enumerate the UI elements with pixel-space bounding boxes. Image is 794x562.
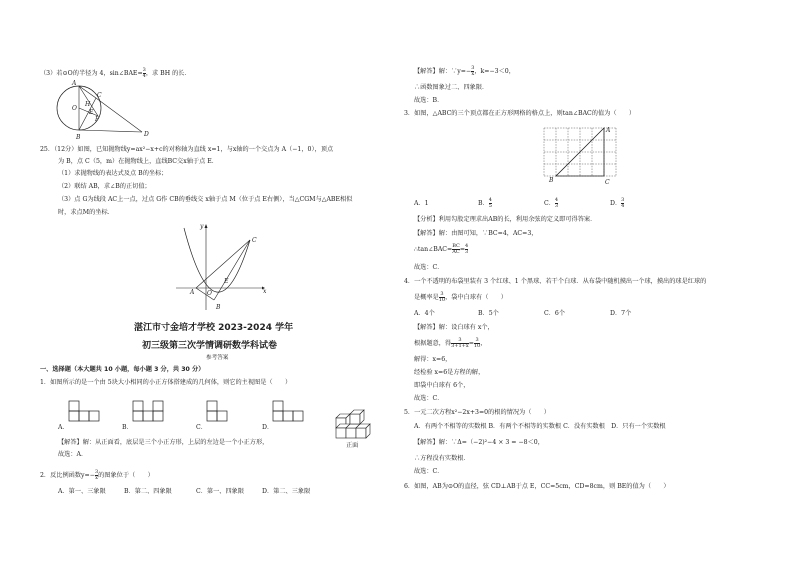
grid-label-b: B xyxy=(549,177,554,184)
q2-answer-line1: 【解答】解：∵y=− $\frac{3}{x}$ ，k=−3＜0， xyxy=(414,65,515,77)
q2-option-b: B．第二、四象限 xyxy=(124,488,172,495)
q1-figure-a xyxy=(68,398,104,430)
parabola-figure xyxy=(170,222,270,314)
parabola-label-o: O xyxy=(207,290,212,297)
q4-answer-line3: 解得：x=6， xyxy=(414,356,452,363)
q3-analysis: 【分析】利用勾股定理求出AB的长，利用余弦的定义即可得答案． xyxy=(414,216,597,223)
q3-text: 3．如图，△ABC的三个顶点都在正方形网格的格点上，则tan∠BAC的值为（ ） xyxy=(404,110,636,117)
q25-sub4: 时，求点M的坐标． xyxy=(58,209,114,216)
q3-answer-line3: 故选：C． xyxy=(414,264,444,271)
q1-answer-line1: 【解答】解：从正面看，底层是三个小正方形，上层的左边是一个小正方形， xyxy=(58,439,269,446)
q1-option-b: B． xyxy=(122,424,133,431)
q4-option-b: B．5个 xyxy=(478,310,499,317)
grid-label-c: C xyxy=(605,179,610,186)
q2-option-d: D．第二、三象限 xyxy=(262,488,311,495)
q4-line2: 是概率是 $\frac{3}{10}$ ，袋中白球有（ ） xyxy=(414,291,507,303)
q3-option-d: D． $\frac{3}{4}$ xyxy=(610,197,625,209)
q4-option-c: C．6个 xyxy=(544,310,566,317)
q3-option-a: A．1 xyxy=(414,200,429,207)
q1-solid-figure xyxy=(332,404,376,440)
q1-figure-c xyxy=(206,398,242,430)
parabola-label-a: A xyxy=(190,289,195,296)
q1-option-a: A． xyxy=(58,424,69,431)
circle-figure xyxy=(58,76,158,144)
q25-sub2: （2）联结 AB，求∠B的正切值； xyxy=(58,183,151,190)
q5-answer-line2: ∴方程没有实数根． xyxy=(414,455,470,462)
q25-line1: 25．（12分）如图，已知抛物线y=ax²−x+c的对称轴为直线 x=1，与x轴的一个交点为 A（−1，0），顶点 xyxy=(40,146,334,153)
circle-label-b: B xyxy=(76,134,81,141)
circle-label-d: D xyxy=(144,131,149,138)
circle-label-e: E xyxy=(89,109,94,116)
q2-option-a: A．第一、三象限 xyxy=(58,488,106,495)
q25-sub1: （1）求抛物线的表达式及点 B的坐标； xyxy=(58,170,168,177)
answer-reference-label: 参考答案 xyxy=(206,355,229,361)
q25-line2: 为 B，点 C（5，m）在抛物线上，直线BC交x轴于点 E． xyxy=(58,158,218,165)
q4-answer-line2: 根据题意，得 $\frac{3}{3+1+x}$ = $\frac{3}{10}$ ， xyxy=(414,337,487,349)
q1-option-d: D． xyxy=(262,424,274,431)
section-1-heading: 一、选择题（本大题共 10 小题，每小题 3 分，共 30 分） xyxy=(40,366,205,373)
exam-title-name: 初三级第三次学情调研数学科试卷 xyxy=(142,341,278,351)
q24-part3: （3）若⊙O的半径为 4，sin∠BAE= $\frac{3}{4}$ ，求 BH 的长． xyxy=(40,67,191,79)
q1-figure-d xyxy=(272,398,308,430)
q4-line1: 4．一个不透明的布袋里装有 3 个红球、1 个黑球、若干个白球．从布袋中随机摸出一个球，摸出的球是红球的 xyxy=(404,278,707,285)
q4-option-a: A．4个 xyxy=(414,310,435,317)
parabola-label-b: B xyxy=(216,304,221,311)
q4-answer-line5: 即袋中白球有 6个， xyxy=(414,382,470,389)
q2-option-c: C．第一、四象限 xyxy=(196,488,245,495)
q1-figure-b xyxy=(132,398,168,430)
q2-answer-line2: ∴函数图象过二、四象限． xyxy=(414,84,489,91)
q3-answer-line2: ∴tan∠BAC= $\frac{BC}{AC}$ = $\frac{4}{3}$ xyxy=(414,243,469,255)
q5-text: 5．一元二次方程x²−2x+3=0的根的情况为（ ） xyxy=(404,409,550,416)
q5-answer-line1: 【解答】解：∵Δ=（−2)²−4 × 3 = −8＜0， xyxy=(414,439,544,446)
parabola-label-c: C xyxy=(252,237,257,244)
q2-answer-line3: 故选：B． xyxy=(414,97,444,104)
q1-answer-line2: 故选：A． xyxy=(58,451,88,458)
q1-option-c: C． xyxy=(196,424,207,431)
circle-label-h: H xyxy=(85,101,91,108)
q6-text: 6．如图，AB为⊙O的直径，弦 CD⊥AB于点 E，CC=5cm，CD=8cm，则 BE的值为（ ） xyxy=(404,483,670,490)
circle-label-o: O xyxy=(72,105,77,112)
circle-label-c: C xyxy=(97,92,102,99)
exam-title-school: 湛江市寸金培才学校 2023-2024 学年 xyxy=(134,323,294,333)
q25-sub3: （3）点 G为线段 AC上一点，过点 G作 CB的垂线交 x轴于点 M（位于点 E右侧），当△CGM与△ABE相似 xyxy=(58,196,353,203)
parabola-label-e: E xyxy=(224,278,229,285)
circle-label-f: F xyxy=(95,116,100,123)
front-view-label: 正面 xyxy=(346,442,359,449)
grid-label-a: A xyxy=(606,127,611,134)
q3-answer-line1: 【解答】解：由图可知，∵BC=4，AC=3， xyxy=(414,230,538,237)
q4-answer-line6: 故选：C． xyxy=(414,395,444,402)
q5-options: A．有两个不相等的实数根 B．有两个不相等的实数根 C．没有实数根 D．只有一个实数根 xyxy=(414,423,666,430)
parabola-label-y: y xyxy=(200,223,204,230)
q4-option-d: D．7个 xyxy=(610,310,632,317)
q3-option-b: B． $\frac{4}{5}$ xyxy=(478,197,492,209)
circle-label-a: A xyxy=(72,80,77,87)
parabola-label-x: x xyxy=(263,288,267,295)
q2-text: 2．反比例函数y=− $\frac{3}{x}$ 的图象位于（ ） xyxy=(40,469,154,481)
q3-option-c: C． $\frac{4}{3}$ xyxy=(544,197,559,209)
q3-grid-figure xyxy=(540,124,622,188)
q1-text: 1．如图所示的是一个由 5块大小相同的小正方体搭建成的几何体，则它的主视图是（ ） xyxy=(40,379,292,386)
q5-answer-line3: 故选：C． xyxy=(414,468,444,475)
q4-answer-line4: 经检验 x=6是方程的解， xyxy=(414,369,485,376)
q4-answer-line1: 【解答】解：设白球有 x个， xyxy=(414,324,494,331)
